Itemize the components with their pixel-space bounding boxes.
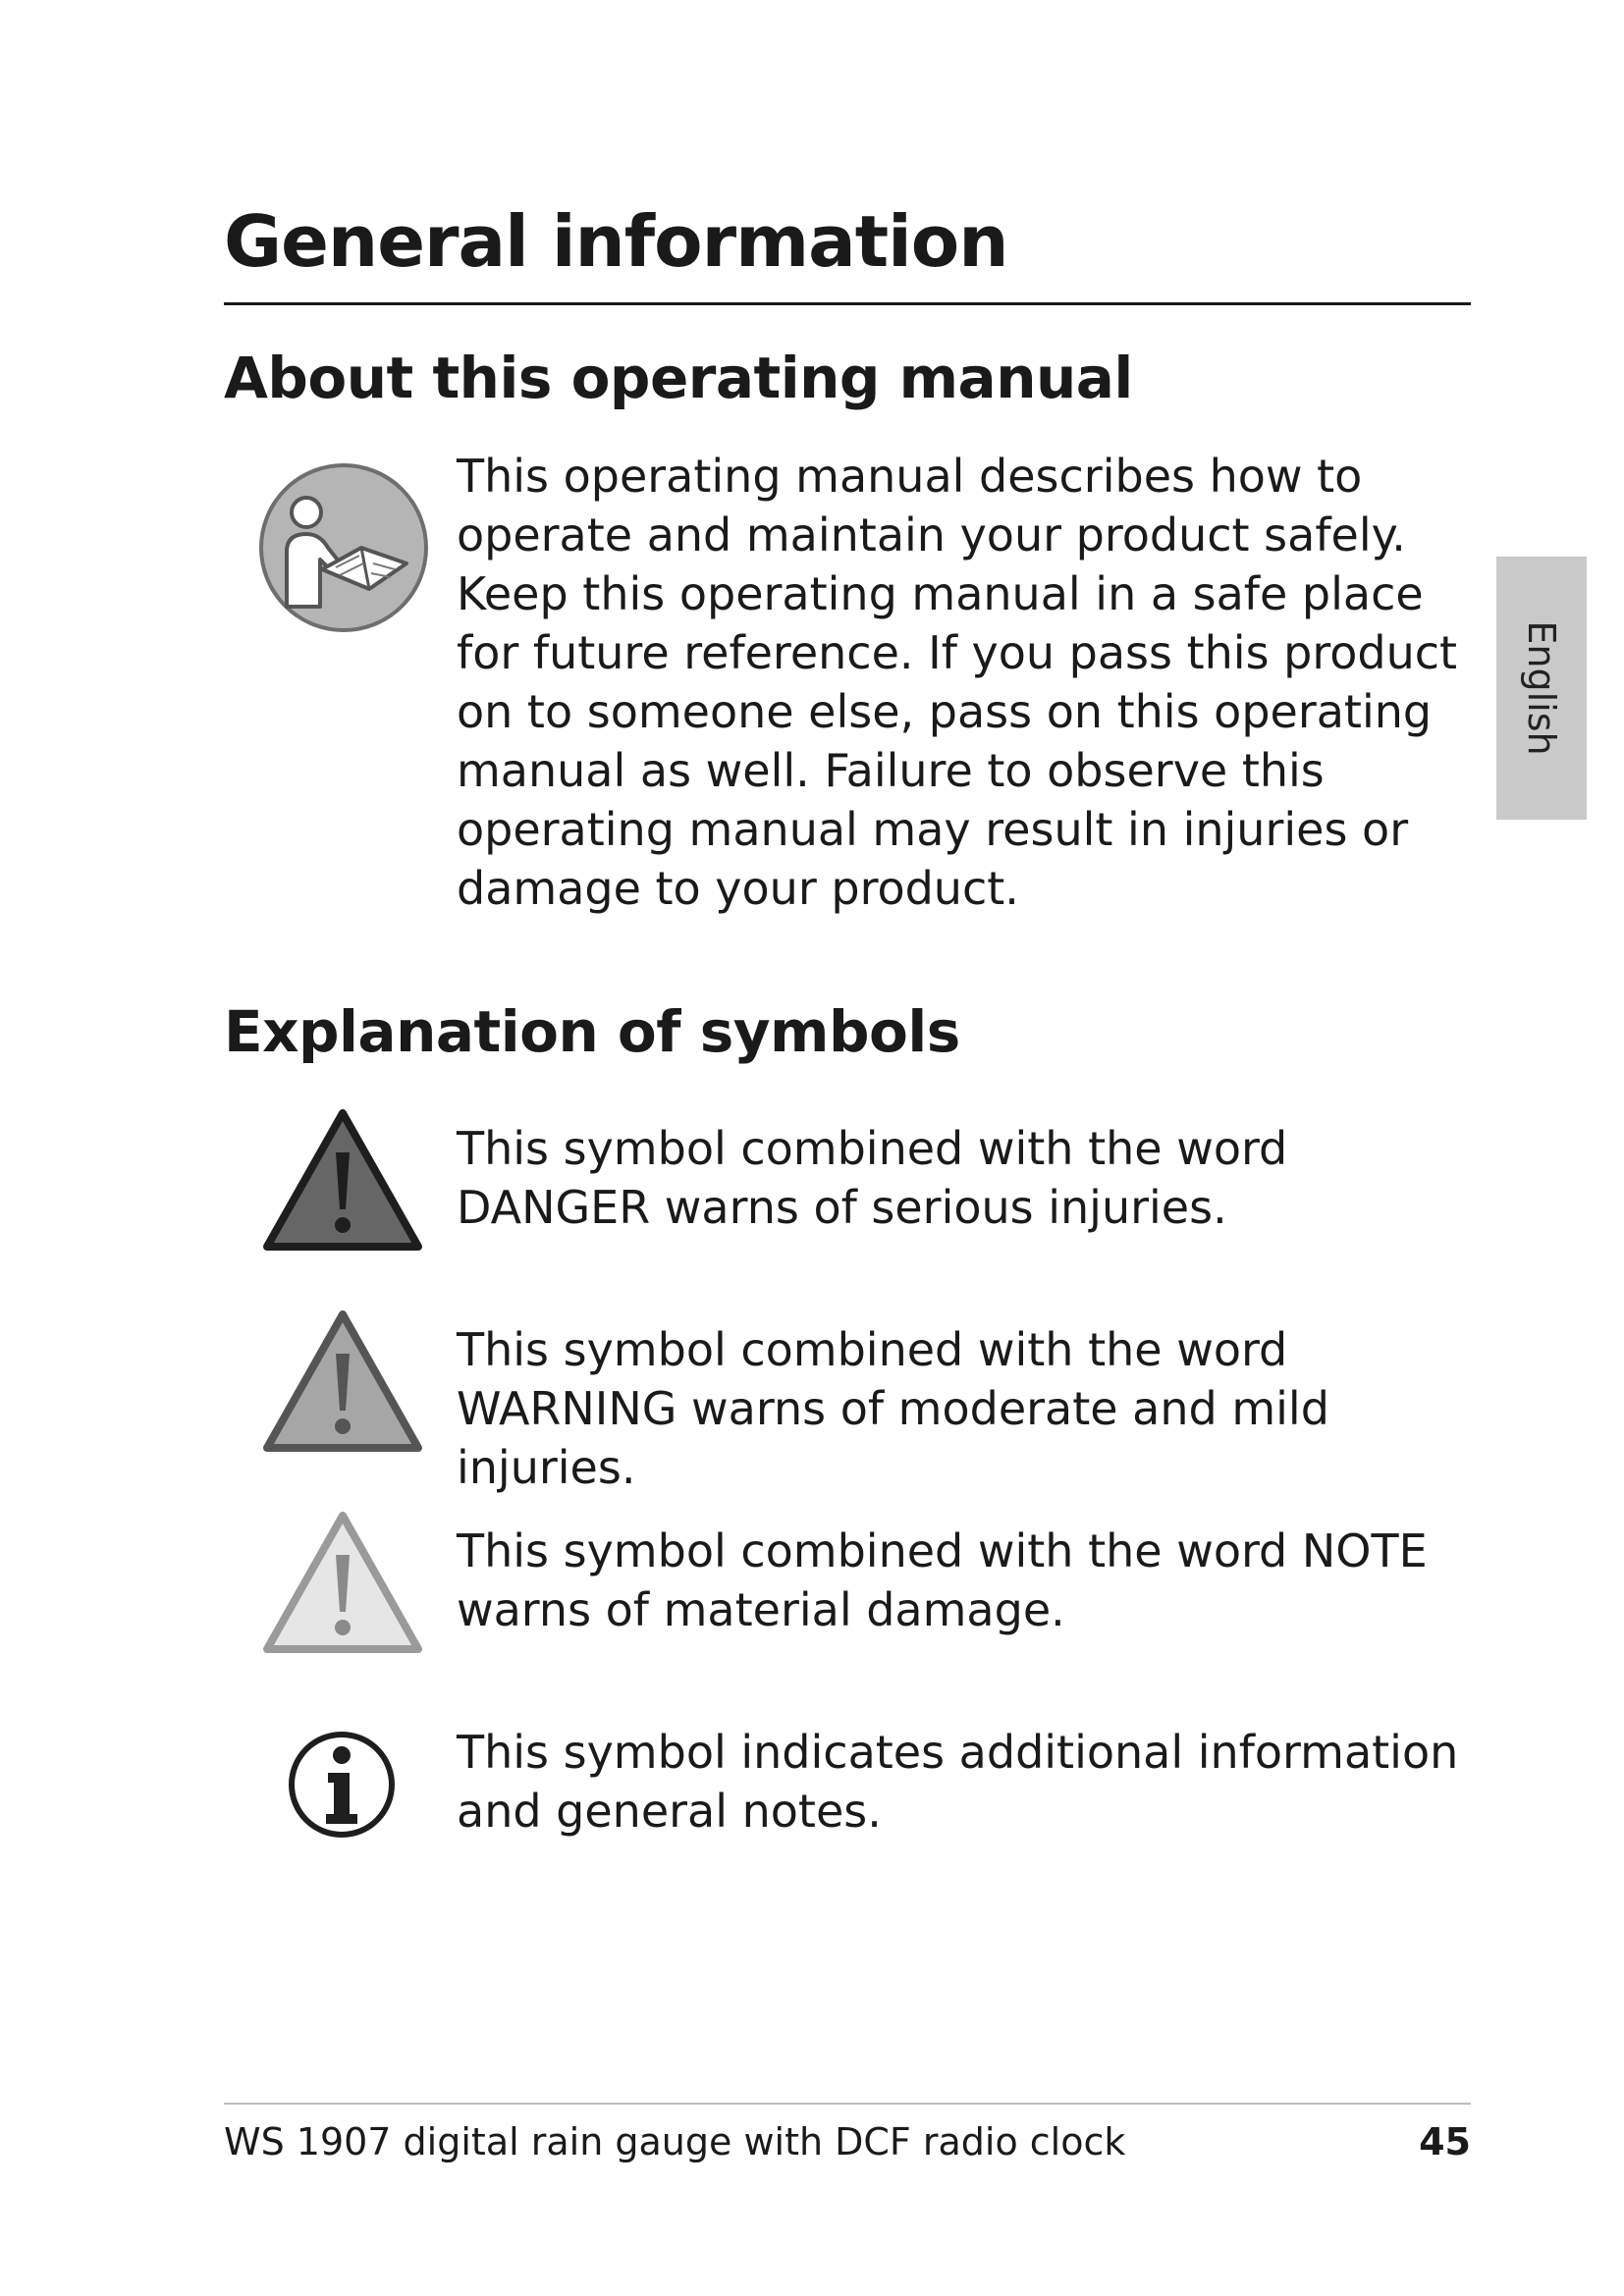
warning-symbol-text: This symbol combined with the word WARNING warns of moderate and mild injuries. — [457, 1323, 1329, 1494]
language-tab — [1496, 557, 1587, 820]
read-manual-icon — [257, 461, 430, 634]
language-tab-label: English — [1520, 620, 1563, 756]
danger-symbol-text: This symbol combined with the word DANGER warns of serious injuries. — [457, 1122, 1288, 1234]
footer-divider — [224, 2103, 1471, 2105]
symbols-heading: Explanation of symbols — [224, 998, 960, 1065]
page-number: 45 — [1419, 2120, 1471, 2163]
footer-product-name: WS 1907 digital rain gauge with DCF radio clock — [224, 2120, 1126, 2163]
about-manual-text: This operating manual describes how to operate and maintain your product safely. Keep this operating manual in a safe place for future reference. If you pass this product on to someone else, pass on this operating manual as well. Failure to observe this operating manual may result in injuries or damage to your product. — [457, 450, 1458, 915]
warning-triangle-icon — [261, 1308, 424, 1456]
danger-triangle-icon — [261, 1107, 424, 1255]
page-title: General information — [224, 200, 1008, 283]
note-symbol-text: This symbol combined with the word NOTE warns of material damage. — [457, 1524, 1428, 1636]
note-triangle-icon — [261, 1510, 424, 1657]
info-icon — [287, 1730, 397, 1840]
about-manual-heading: About this operating manual — [224, 345, 1133, 411]
info-symbol-text: This symbol indicates additional information and general notes. — [457, 1726, 1459, 1838]
title-divider — [224, 302, 1471, 305]
